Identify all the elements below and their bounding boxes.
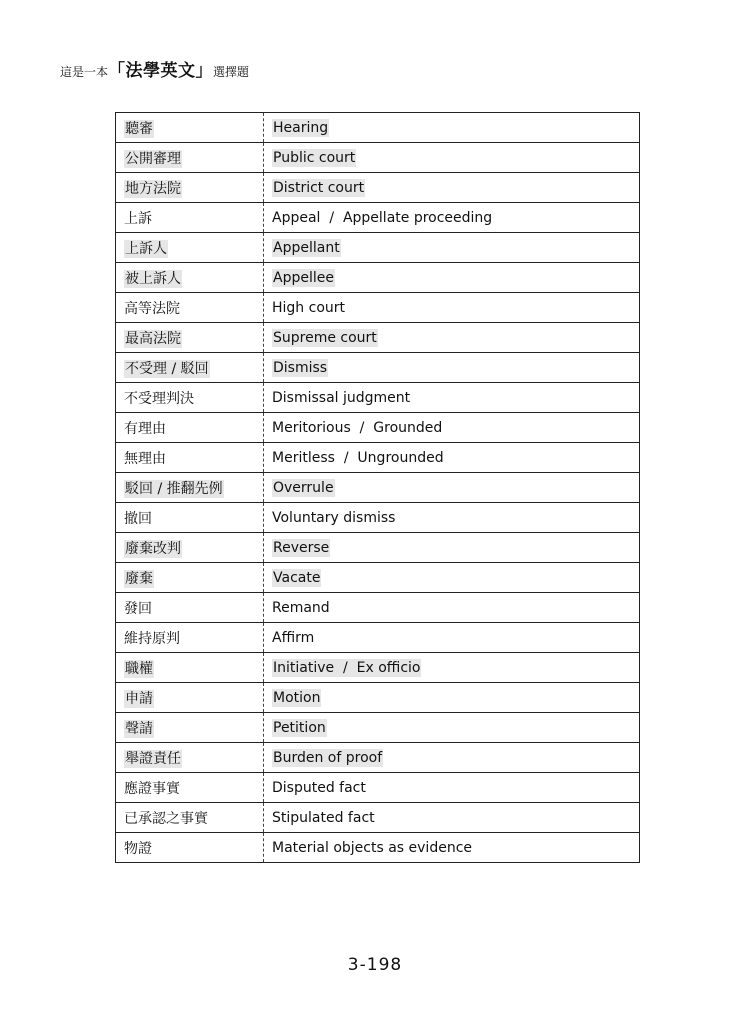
chinese-term: 發回 <box>124 600 152 617</box>
chinese-term: 最高法院 <box>125 330 181 347</box>
english-term-cell <box>264 533 640 563</box>
chinese-term-cell <box>116 683 264 713</box>
english-term-cell <box>264 263 640 293</box>
chinese-term: 地方法院 <box>125 180 181 197</box>
chinese-term: 維持原判 <box>124 630 180 647</box>
chinese-term-cell <box>116 743 264 773</box>
table-row <box>116 293 640 323</box>
table-row <box>116 683 640 713</box>
chinese-term: 不受理判決 <box>124 390 194 407</box>
table-row <box>116 113 640 143</box>
english-term: Meritless / Ungrounded <box>272 449 444 466</box>
english-term: Supreme court <box>273 329 377 346</box>
header-prefix: 這是一本 <box>60 65 109 79</box>
chinese-term-cell <box>116 593 264 623</box>
english-term: Public court <box>273 149 356 166</box>
table-row <box>116 743 640 773</box>
english-term-cell <box>264 653 640 683</box>
english-term: Initiative / Ex officio <box>273 659 421 676</box>
chinese-term-cell <box>116 173 264 203</box>
table-row <box>116 713 640 743</box>
english-term-cell <box>264 833 640 863</box>
english-term: Motion <box>273 689 321 706</box>
chinese-term: 舉證責任 <box>125 750 181 767</box>
page-number: 3-198 <box>347 955 403 975</box>
table-row <box>116 803 640 833</box>
table-row <box>116 353 640 383</box>
chinese-term: 上訴 <box>124 210 152 227</box>
table-row <box>116 563 640 593</box>
english-term: Affirm <box>272 629 315 646</box>
table-row <box>116 203 640 233</box>
english-term-cell <box>264 743 640 773</box>
chinese-term: 物證 <box>124 840 152 857</box>
english-term: Reverse <box>273 539 330 556</box>
chinese-term: 撤回 <box>124 510 152 527</box>
chinese-term-cell <box>116 623 264 653</box>
chinese-term-cell <box>116 563 264 593</box>
chinese-term-cell <box>116 203 264 233</box>
chinese-term: 職權 <box>125 660 153 677</box>
table-row <box>116 413 640 443</box>
table-row <box>116 173 640 203</box>
english-term-cell <box>264 443 640 473</box>
book-title: 「法學英文」 <box>108 61 214 81</box>
english-term: Vacate <box>273 569 321 586</box>
chinese-term: 無理由 <box>124 450 166 467</box>
english-term-cell <box>264 233 640 263</box>
chinese-term: 被上訴人 <box>125 270 181 287</box>
chinese-term-cell <box>116 113 264 143</box>
table-row <box>116 593 640 623</box>
table-row <box>116 533 640 563</box>
chinese-term-cell <box>116 833 264 863</box>
table-row <box>116 473 640 503</box>
english-term-cell <box>264 563 640 593</box>
table-row <box>116 263 640 293</box>
table-row <box>116 833 640 863</box>
table-row <box>116 503 640 533</box>
chinese-term: 不受理 / 駁回 <box>125 360 209 377</box>
english-term-cell <box>264 383 640 413</box>
english-term-cell <box>264 173 640 203</box>
english-term: Hearing <box>273 119 329 136</box>
table-row <box>116 233 640 263</box>
english-term-cell <box>264 323 640 353</box>
chinese-term-cell <box>116 653 264 683</box>
english-term-cell <box>264 773 640 803</box>
chinese-term-cell <box>116 143 264 173</box>
english-term-cell <box>264 353 640 383</box>
chinese-term: 廢棄 <box>125 570 153 587</box>
glossary-table <box>115 112 640 863</box>
chinese-term: 應證事實 <box>124 780 180 797</box>
table-row <box>116 323 640 353</box>
chinese-term: 申請 <box>125 690 153 707</box>
english-term: Appellee <box>273 269 334 286</box>
glossary-body <box>116 113 640 863</box>
table-row <box>116 443 640 473</box>
chinese-term: 聽審 <box>125 120 153 137</box>
english-term: Meritorious / Grounded <box>272 419 443 436</box>
english-term: Dismissal judgment <box>272 389 411 406</box>
chinese-term-cell <box>116 413 264 443</box>
chinese-term-cell <box>116 473 264 503</box>
chinese-term-cell <box>116 443 264 473</box>
table-row <box>116 773 640 803</box>
chinese-term: 高等法院 <box>124 300 180 317</box>
chinese-term-cell <box>116 773 264 803</box>
chinese-term-cell <box>116 713 264 743</box>
english-term: Disputed fact <box>272 779 366 796</box>
english-term-cell <box>264 803 640 833</box>
english-term: Appellant <box>273 239 340 256</box>
english-term: Dismiss <box>273 359 328 376</box>
chinese-term: 廢棄改判 <box>125 540 181 557</box>
english-term: Voluntary dismiss <box>272 509 396 526</box>
chinese-term-cell <box>116 803 264 833</box>
table-row <box>116 623 640 653</box>
chinese-term: 上訴人 <box>125 240 167 257</box>
chinese-term-cell <box>116 323 264 353</box>
english-term: Appeal / Appellate proceeding <box>272 209 493 226</box>
chinese-term-cell <box>116 383 264 413</box>
english-term-cell <box>264 413 640 443</box>
english-term-cell <box>264 473 640 503</box>
english-term-cell <box>264 143 640 173</box>
english-term: High court <box>272 299 346 316</box>
english-term: District court <box>273 179 365 196</box>
english-term-cell <box>264 593 640 623</box>
table-row <box>116 143 640 173</box>
english-term-cell <box>264 293 640 323</box>
page-header <box>60 56 249 81</box>
chinese-term: 已承認之事實 <box>124 810 208 827</box>
english-term-cell <box>264 113 640 143</box>
chinese-term-cell <box>116 263 264 293</box>
english-term: Remand <box>272 599 330 616</box>
chinese-term: 公開審理 <box>125 150 181 167</box>
english-term-cell <box>264 203 640 233</box>
english-term: Material objects as evidence <box>272 839 473 856</box>
english-term: Petition <box>273 719 326 736</box>
chinese-term-cell <box>116 353 264 383</box>
english-term-cell <box>264 623 640 653</box>
english-term: Stipulated fact <box>272 809 375 826</box>
english-term: Burden of proof <box>273 749 383 766</box>
chinese-term-cell <box>116 233 264 263</box>
chinese-term: 駁回 / 推翻先例 <box>125 480 223 497</box>
english-term: Overrule <box>273 479 334 496</box>
chinese-term-cell <box>116 293 264 323</box>
chinese-term: 聲請 <box>125 720 153 737</box>
chinese-term: 有理由 <box>124 420 166 437</box>
table-row <box>116 653 640 683</box>
table-row <box>116 383 640 413</box>
header-suffix: 選擇題 <box>213 65 250 79</box>
english-term-cell <box>264 683 640 713</box>
chinese-term-cell <box>116 503 264 533</box>
english-term-cell <box>264 713 640 743</box>
english-term-cell <box>264 503 640 533</box>
chinese-term-cell <box>116 533 264 563</box>
